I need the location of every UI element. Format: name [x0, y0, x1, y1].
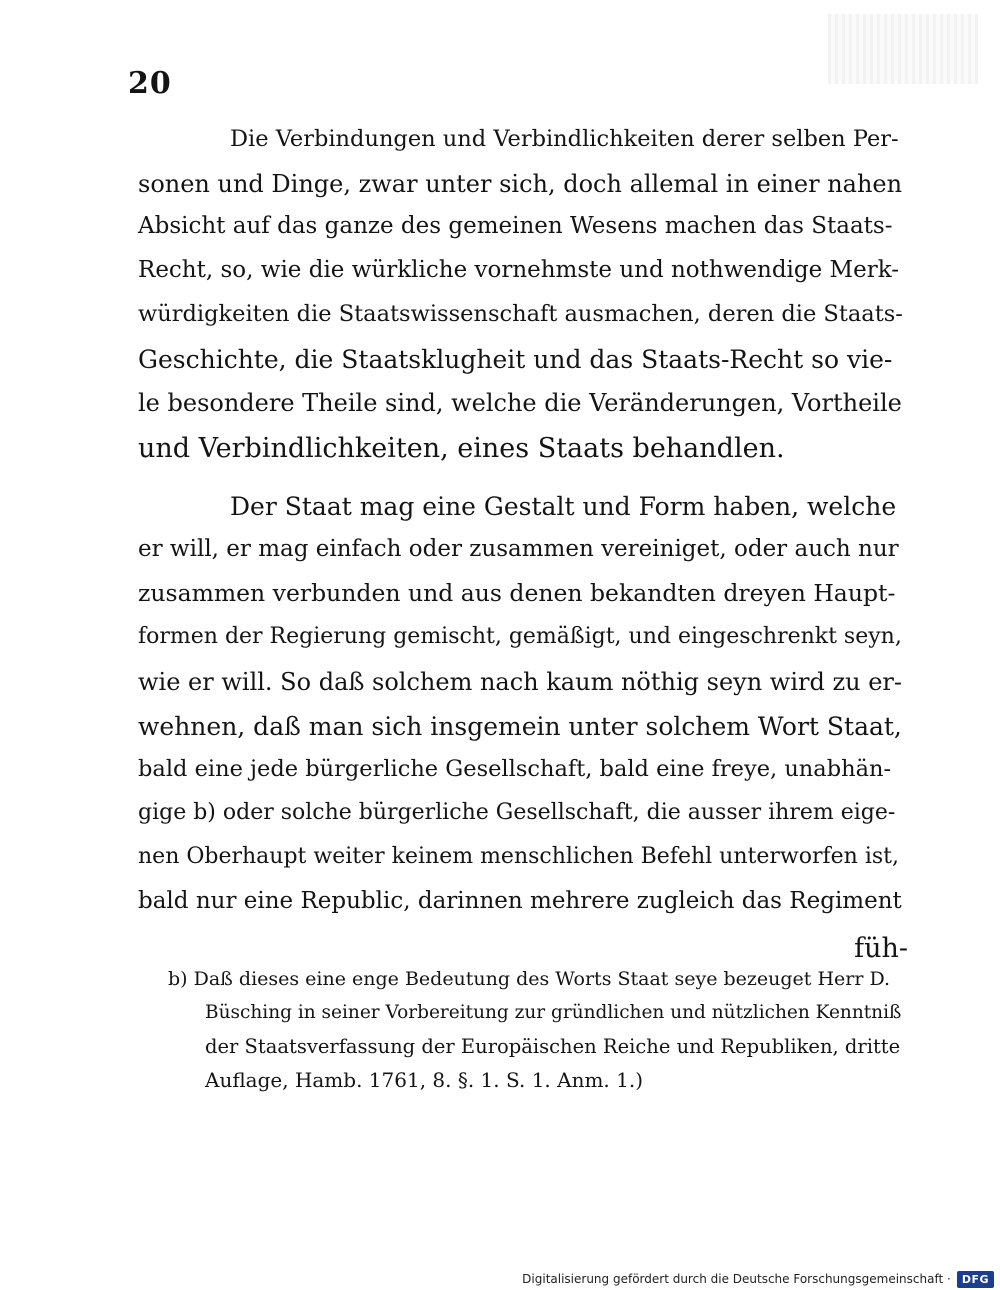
credit-text: Digitalisierung gefördert durch die Deutsche Forschungsgemeinschaft ·: [522, 1272, 951, 1286]
footnote-line: Auflage, Hamb. 1761, 8. §. 1. S. 1. Anm. 1.): [205, 1068, 644, 1092]
dfg-logo: DFG: [957, 1271, 994, 1288]
text-line: wehnen, daß man sich insgemein unter solchem Wort Staat,: [138, 712, 902, 741]
text-line: Geschichte, die Staatsklugheit und das Staats-Recht so vie-: [138, 345, 893, 374]
digitization-credit: [522, 1268, 1000, 1290]
text-line: zusammen verbunden und aus denen bekandten dreyen Haupt-: [138, 579, 896, 607]
text-line: wie er will. So daß solchem nach kaum nöthig seyn wird zu er-: [138, 668, 902, 696]
text-line: bald nur eine Republic, darinnen mehrere zugleich das Regiment: [138, 888, 902, 914]
text-line: formen der Regierung gemischt, gemäßigt, und eingeschrenkt seyn,: [138, 624, 902, 649]
text-line: Recht, so, wie die würkliche vornehmste und nothwendige Merk-: [138, 257, 900, 283]
page-number: 20: [128, 66, 172, 101]
text-line: würdigkeiten die Staatswissenschaft ausmachen, deren die Staats-: [138, 301, 903, 327]
text-line: er will, er mag einfach oder zusammen vereiniget, oder auch nur: [138, 536, 899, 562]
text-line: gige b) oder solche bürgerliche Gesellschaft, die ausser ihrem eige-: [138, 800, 896, 825]
footnote-line: b) Daß dieses eine enge Bedeutung des Worts Staat seye bezeuget Herr D.: [168, 968, 891, 990]
text-line: Der Staat mag eine Gestalt und Form haben, welche: [230, 492, 897, 521]
text-line: sonen und Dinge, zwar unter sich, doch allemal in einer nahen: [138, 170, 903, 198]
text-line: Die Verbindungen und Verbindlichkeiten derer selben Per-: [230, 126, 899, 152]
text-line: Absicht auf das ganze des gemeinen Wesens machen das Staats-: [138, 213, 893, 239]
catchword: füh-: [854, 933, 908, 964]
text-line: le besondere Theile sind, welche die Veränderungen, Vortheile: [138, 389, 902, 417]
text-line: nen Oberhaupt weiter keinem menschlichen Befehl unterworfen ist,: [138, 844, 899, 869]
text-line: und Verbindlichkeiten, eines Staats behandlen.: [138, 433, 785, 464]
text-line: bald eine jede bürgerliche Gesellschaft, bald eine freye, unabhän-: [138, 756, 892, 782]
footnote-line: der Staatsverfassung der Europäischen Reiche und Republiken, dritte: [205, 1035, 901, 1058]
scan-artifact: [828, 14, 978, 84]
footnote-line: Büsching in seiner Vorbereitung zur gründlichen und nützlichen Kenntniß: [205, 1002, 902, 1023]
